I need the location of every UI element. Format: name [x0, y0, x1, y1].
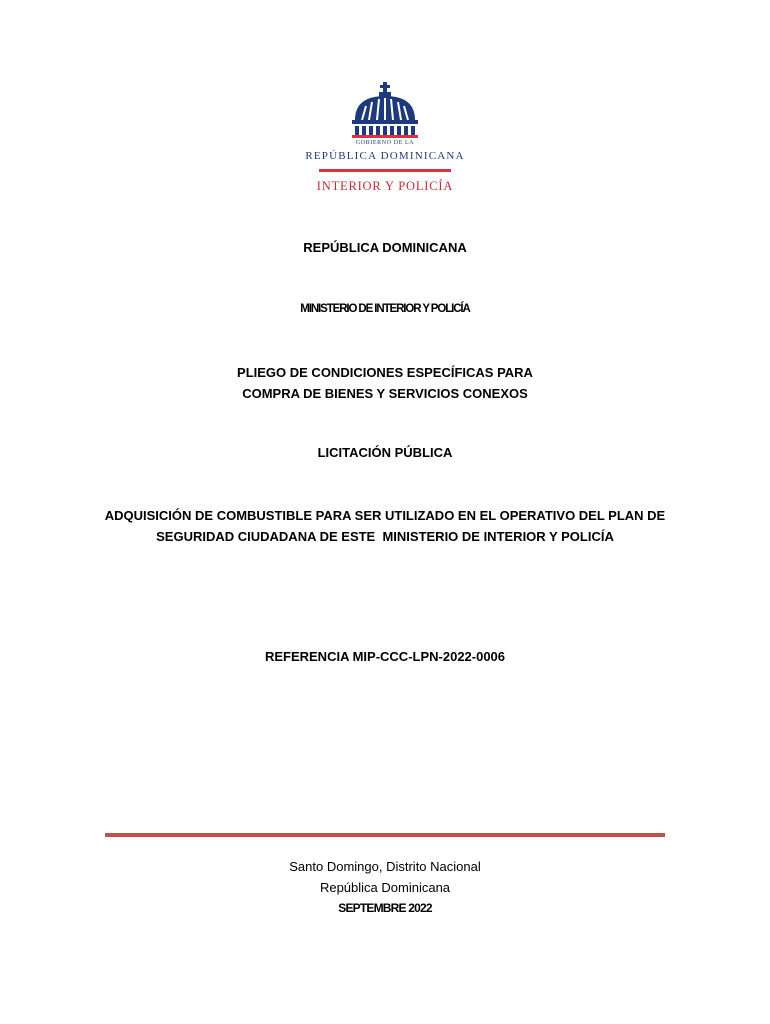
footer-country: República Dominicana	[319, 880, 451, 895]
footer-date: SEPTEMBRE 2022	[338, 901, 432, 915]
procedure-type: LICITACIÓN PÚBLICA	[317, 445, 453, 460]
document-title	[0, 362, 770, 404]
procurement-subject-line-1: ADQUISICIÓN DE COMBUSTIBLE PARA SER UTILIZADO EN EL OPERATIVO DEL PLAN DE	[104, 508, 666, 523]
footer-divider	[105, 833, 665, 837]
logo-divider	[319, 169, 451, 172]
ministry-logo	[300, 80, 470, 195]
reference-number: REFERENCIA MIP-CCC-LPN-2022-0006	[264, 649, 506, 664]
dome-emblem-icon	[300, 80, 470, 140]
ministry-heading: MINISTERIO DE INTERIOR Y POLICÍA	[300, 303, 470, 315]
procurement-subject-line-2: SEGURIDAD CIUDADANA DE ESTE MINISTERIO DE INTERIOR Y POLICÍA	[156, 529, 614, 544]
document-title-line-2: COMPRA DE BIENES Y SERVICIOS CONEXOS	[242, 386, 528, 401]
logo-gov-label: GOBIERNO DE LA	[355, 140, 415, 146]
footer-city: Santo Domingo, Distrito Nacional	[289, 859, 481, 874]
country-heading: REPÚBLICA DOMINICANA	[303, 240, 467, 255]
logo-country-label: REPÚBLICA DOMINICANA	[305, 150, 465, 162]
logo-ministry-label: INTERIOR Y POLICÍA	[316, 179, 454, 193]
procurement-subject	[0, 505, 770, 547]
document-title-line-1: PLIEGO DE CONDICIONES ESPECÍFICAS PARA	[237, 365, 533, 380]
